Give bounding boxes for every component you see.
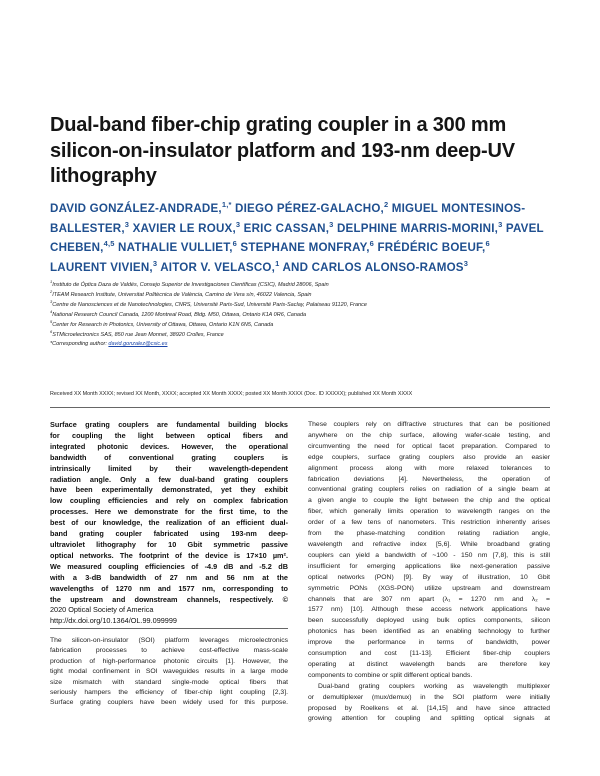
abstract-line: the upstream and downstream channels, respectively. © — [50, 594, 288, 604]
body-line: The silicon-on-insulator (SOI) platform leverages microelectronics — [50, 637, 288, 644]
body-line: photonics has been identified as an enabling technology to further — [308, 628, 550, 636]
body-line: These couplers rely on diffractive structures that can be positioned — [308, 421, 550, 428]
body-line: circumventing the need for optical facet preparation. Compared to — [308, 442, 550, 450]
received-dates: Received XX Month XXXX; revised XX Month, XXXX; accepted XX Month XXXX; posted XX Month XXXX (Doc. ID XXXXX); published XX Month XXXX — [50, 391, 413, 397]
abstract-line: low coupling efficiencies and rely on complex fabrication — [50, 496, 288, 506]
header-divider — [50, 407, 550, 408]
abstract-line: ultraviolet lithography for 10 Gbit symmetric passive — [50, 539, 288, 549]
body-line: fabrication deviations [4]. Nevertheless, the operation of — [308, 475, 550, 483]
abstract-line: intrinsically limited by their wavelength-dependent — [50, 463, 288, 473]
body-line: wavelength and refractive index [5,6]. While broadband grating — [308, 540, 550, 548]
body-line: improve the performance in terms of bandwidth, power — [308, 639, 550, 647]
abstract-line: Surface grating couplers are fundamental building blocks — [50, 420, 288, 429]
affiliation: $^4$National Research Council Canada, 1200 Montreal Road, Bldg. M50, Ottawa, Ontario K1A 0R6, Canada — [50, 308, 307, 318]
body-line: alignment process along with more relaxed tolerances to — [308, 464, 550, 472]
abstract-line: integrated photonic devices. However, the operational — [50, 441, 288, 451]
body-line: order of a few tens of nanometers. This restriction inherently arises — [308, 519, 550, 527]
affiliation: $^1$Instituto de Óptica Daza de Valdés, Consejo Superior de Investigaciones Científicas (CSIC), Madrid 28006, Spain — [50, 279, 329, 288]
abstract-line: with a 3-dB bandwidth of 27 nm and 56 nm at the — [50, 572, 288, 582]
abstract-line: best of our knowledge, the realization of an efficient dual- — [50, 518, 288, 528]
affiliation: $^2$ITEAM Research Institute, Universitat Politècnica de València, Camino de Vera s/n, 46022 Valencia, Spain — [50, 289, 312, 298]
title-line: silicon-on-insulator platform and 193-nm deep-UV — [50, 139, 515, 162]
copyright-line: 2020 Optical Society of America — [50, 605, 154, 615]
affiliation-list — [50, 281, 570, 350]
body-line: seriously hampers the efficiency of fiber-chip light coupling [2,3]. — [50, 689, 288, 697]
corresponding-author: *Corresponding author: david.gonzalez@csic.es — [50, 341, 168, 348]
body-line: a given angle to couple the light between the chip and the optical — [308, 497, 550, 505]
body-line: optical networks (PON) [9]. By way of illustration, 10 Gbit — [308, 573, 550, 581]
introduction-left — [50, 636, 288, 709]
abstract-line: for coupling the light between optical fibers and — [50, 430, 288, 440]
body-line: or demultiplexer (mux/demux) in the SOI platform were initially — [308, 693, 550, 701]
doi-link[interactable]: http://dx.doi.org/10.1364/OL.99.099999 — [50, 616, 177, 626]
body-line: consumption and cost [11-13]. Efficient fiber-chip couplers — [308, 650, 550, 658]
body-line: size mismatch with standard single-mode optical fibers that — [50, 678, 288, 686]
abstract-line: have been experimentally demonstrated, yet they exhibit — [50, 485, 288, 495]
author-line: CHEBEN,$^{4,5}$ NATHALIE VULLIET,$^6$ STEPHANE MONFRAY,$^6$ FRÉDÉRIC BOEUF,$^6$ — [50, 239, 490, 255]
body-line: been successfully deployed using bulk optics components, silicon — [308, 617, 550, 625]
author-line: BALLESTER,$^3$ XAVIER LE ROUX,$^3$ ERIC CASSAN,$^3$ DELPHINE MARRIS-MORINI,$^3$ PAVEL — [50, 219, 544, 235]
abstract-line: radiation angle. Only a few dual-band grating couplers — [50, 474, 288, 484]
body-line: components to combine or split different optical bands. — [308, 671, 473, 679]
title-line: Dual-band fiber-chip grating coupler in a 300 mm — [50, 114, 507, 136]
body-line: insufficient for emerging applications like next-generation passive — [308, 562, 550, 570]
body-line: fiber, which generally limits operation to wavelength ranges on the — [308, 508, 550, 516]
affiliation: $^3$Centre de Nanosciences et de Nanotechnologies, CNRS, Université Paris-Sud, Université Paris-Saclay, Palaiseau 91120, France — [50, 298, 367, 308]
body-line: symmetric PONs (XGS-PON) utilize upstream and downstream — [308, 584, 550, 592]
body-line: channels that are 307 nm apart (λ₁ = 1270 nm and λ₂ = — [308, 595, 550, 603]
body-line: Dual-band grating couplers working as wavelength multiplexer — [318, 682, 550, 690]
right-column — [308, 420, 550, 725]
body-line: proposed by Roelkens et al. [14,15] and have since attracted — [308, 704, 550, 712]
body-line: operating at distinct wavelength bands are therefore key — [308, 660, 550, 668]
body-line: edge couplers, surface grating couplers also provide an easier — [308, 453, 550, 461]
author-list — [50, 199, 570, 277]
author-line: LAURENT VIVIEN,$^3$ AITOR V. VELASCO,$^1$ AND CARLOS ALONSO-RAMOS$^3$ — [50, 258, 469, 274]
body-line: growing attention for coupling and splitting optical signals at — [308, 715, 550, 723]
title-line: lithography — [50, 165, 157, 187]
body-line: 1577 nm) [10]. Although these access network applications have — [308, 606, 550, 614]
body-line: Surface grating couplers have been widely used for this purpose. — [50, 699, 288, 707]
affiliation: $^6$STMicroelectronics SAS, 850 rue Jean Monnet, 38920 Crolles, France — [50, 328, 224, 338]
paper-title — [50, 113, 570, 190]
body-line: tight modal confinement in SOI waveguides results in a large mode — [50, 668, 288, 676]
body-line: fabrication processes to achieve cost-effective mass-scale — [50, 647, 288, 655]
abstract-line: optical networks. The footprint of the device is 17×10 µm². — [50, 550, 288, 560]
body-line: anywhere on the chip surface, allowing wafer-scale testing, and — [308, 431, 550, 439]
abstract-line: band grating coupler fabricated using 193-nm deep- — [50, 529, 288, 539]
abstract-line: processes. Here we demonstrate for the first time, to the — [50, 507, 288, 517]
email-link[interactable]: david.gonzalez@csic.es — [108, 341, 168, 348]
body-line: conventional grating couplers relies on radiation of a single beam at — [308, 486, 550, 494]
body-line: production of high-performance photonic circuits [1]. However, the — [50, 657, 288, 665]
abstract-line: wavelengths of 1270 nm and 1577 nm, corresponding to — [50, 583, 288, 593]
body-line: couplers can yield a bandwidth of ~100 - 150 nm [7,8], this is still — [308, 551, 550, 559]
abstract-line: bandwidth of conventional grating couplers is — [50, 452, 288, 462]
affiliation: $^5$Center for Research in Photonics, University of Ottawa, Ottawa, Ontario K1N 6N5, Canada — [50, 318, 274, 328]
body-line: from the phase-matching condition relating radiation angle, — [308, 530, 550, 538]
abstract — [50, 420, 288, 627]
abstract-divider — [50, 628, 288, 629]
author-line: DAVID GONZÁLEZ-ANDRADE,$^{1,*}$ DIEGO PÉREZ-GALACHO,$^2$ MIGUEL MONTESINOS- — [50, 200, 526, 215]
abstract-line: We measured coupling efficiencies of -4.9 dB and -5.2 dB — [50, 561, 288, 571]
